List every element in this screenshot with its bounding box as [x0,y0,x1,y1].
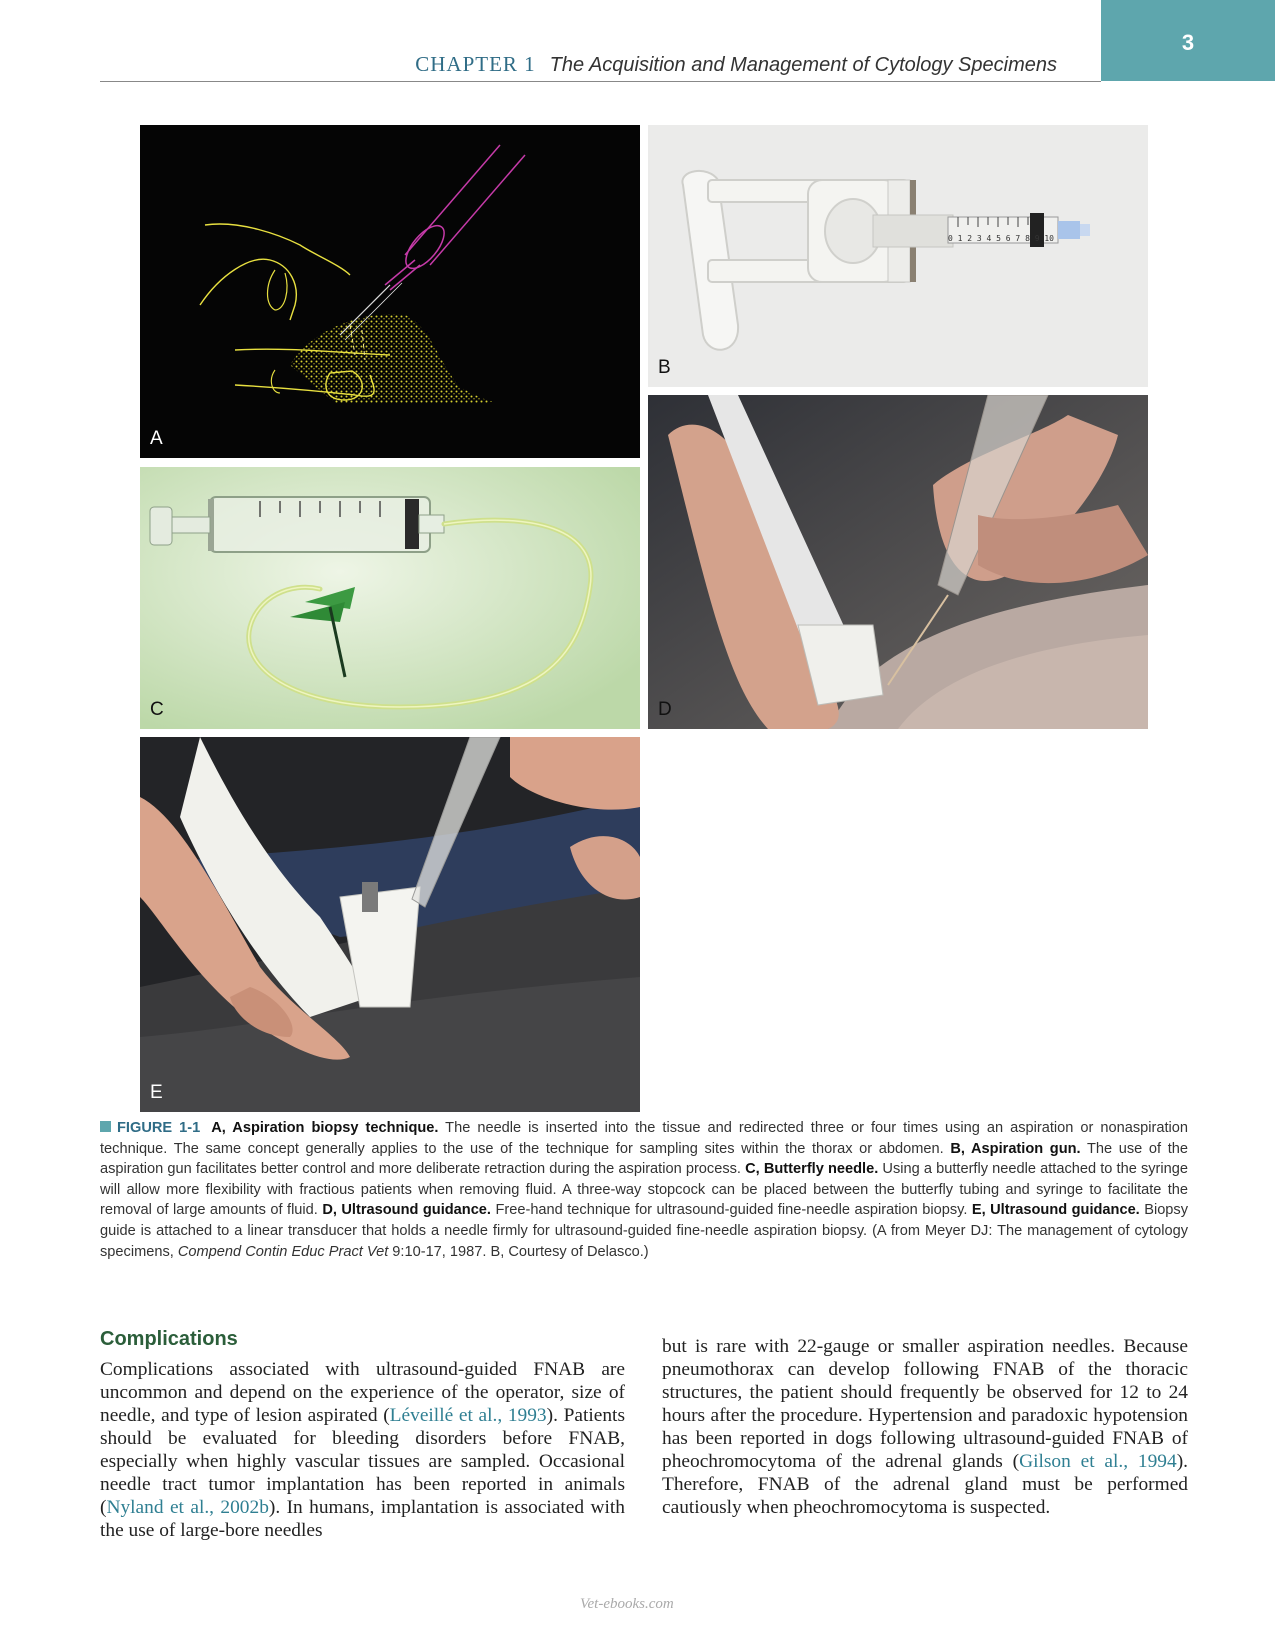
figure-caption [100,1118,1188,1262]
body-text: ). Patients should be evaluated for bleeding disorders before FNAB, especially when highly vascular tissues are sampled. Occasional needle tract tumor implantation has been reported in animals ( [100,1405,625,1518]
panel-d-label: D [658,699,672,720]
citation-link[interactable]: Gilson et al., 1994 [1019,1451,1177,1472]
caption-d-title: D, Ultrasound guidance. [322,1202,491,1219]
caption-e-text: Biopsy guide is attached to a linear transducer that holds a needle firmly for ultrasound-guided fine-needle aspiration biopsy. (A from Meyer DJ: The management of cytology specimens, [100,1202,1189,1260]
aspiration-technique-illustration-icon [140,125,640,458]
panel-c-label: C [150,699,164,720]
butterfly-needle-photo-icon [140,467,640,729]
figure-panel-e [140,737,640,1112]
body-text: Complications associated with ultrasound-guided FNAB are uncommon and depend on the experience of the operator, size of needle, and type of lesion aspirated ( [100,1359,625,1426]
chapter-title: The Acquisition and Management of Cytology Specimens [549,54,1057,76]
body-text: ). Therefore, FNAB of the adrenal gland must be performed cautiously when pheochromocytoma is suspected. [662,1451,1188,1518]
panel-b-label: B [658,357,671,378]
panel-a-label: A [150,428,163,449]
caption-a-text: The needle is inserted into the tissue and redirected three or four times using an aspiration or nonaspiration technique. The same concept generally applies to the use of the technique for sampling sites within the thorax or abdomen. [100,1120,1189,1157]
body-column-left [100,1358,625,1542]
body-text: ). In humans, implantation is associated with the use of large-bore needles [100,1497,625,1541]
caption-square-icon [100,1121,111,1132]
caption-end-text: 9:10-17, 1987. B, Courtesy of Delasco.) [388,1243,649,1260]
caption-a-title: A, Aspiration biopsy technique. [211,1120,439,1136]
page-number: 3 [1181,29,1195,55]
ultrasound-freehand-photo-icon [648,395,1148,729]
header-rule [100,81,1101,82]
page-number-tab [1101,0,1275,81]
citation-link[interactable]: Léveillé et al., 1993 [389,1405,547,1426]
chapter-label: CHAPTER 1 [415,52,536,76]
body-column-right [662,1335,1188,1519]
caption-c-title: C, Butterfly needle. [745,1161,879,1178]
citation-link[interactable]: Nyland et al., 2002b [106,1497,269,1518]
watermark: Vet-ebooks.com [580,1596,674,1612]
figure-panel-c [140,467,640,729]
panel-e-label: E [150,1082,163,1103]
figure-panel-d [648,395,1148,729]
running-header [415,52,1057,77]
caption-d-text: Free-hand technique for ultrasound-guided fine-needle aspiration biopsy. [490,1202,972,1219]
caption-e-title: E, Ultrasound guidance. [971,1202,1140,1219]
caption-journal: Compend Contin Educ Pract Vet [177,1243,389,1260]
figure-label: FIGURE 1-1 [117,1120,201,1136]
caption-c-text: Using a butterfly needle attached to the syringe will allow more flexibility with fractious patients when removing fluid. A three-way stopcock can be placed between the butterfly tubing and syringe to facilitate the removal of large amounts of fluid. [100,1161,1188,1219]
aspiration-gun-photo-icon [648,125,1148,387]
biopsy-guide-photo-icon [140,737,640,1112]
section-heading: Complications [100,1328,238,1350]
caption-b-title: B, Aspiration gun. [950,1140,1081,1157]
body-text: but is rare with 22-gauge or smaller aspiration needles. Because pneumothorax can develop following FNAB of the thoracic structures, the patient should frequently be observed for 12 to 24 hours after the procedure. Hypertension and paradoxic hypotension has been reported in dogs following ultrasound-guided FNAB of pheochromocytoma of the adrenal glands ( [662,1336,1188,1472]
syringe-scale-text: 0 1 2 3 4 5 6 7 8 9 10 [948,234,1054,243]
figure-panel-b [648,125,1148,387]
caption-b-text: The use of the aspiration gun facilitates better control and more deliberate retraction during the aspiration process. [100,1140,1188,1178]
figure-panel-a [140,125,640,458]
